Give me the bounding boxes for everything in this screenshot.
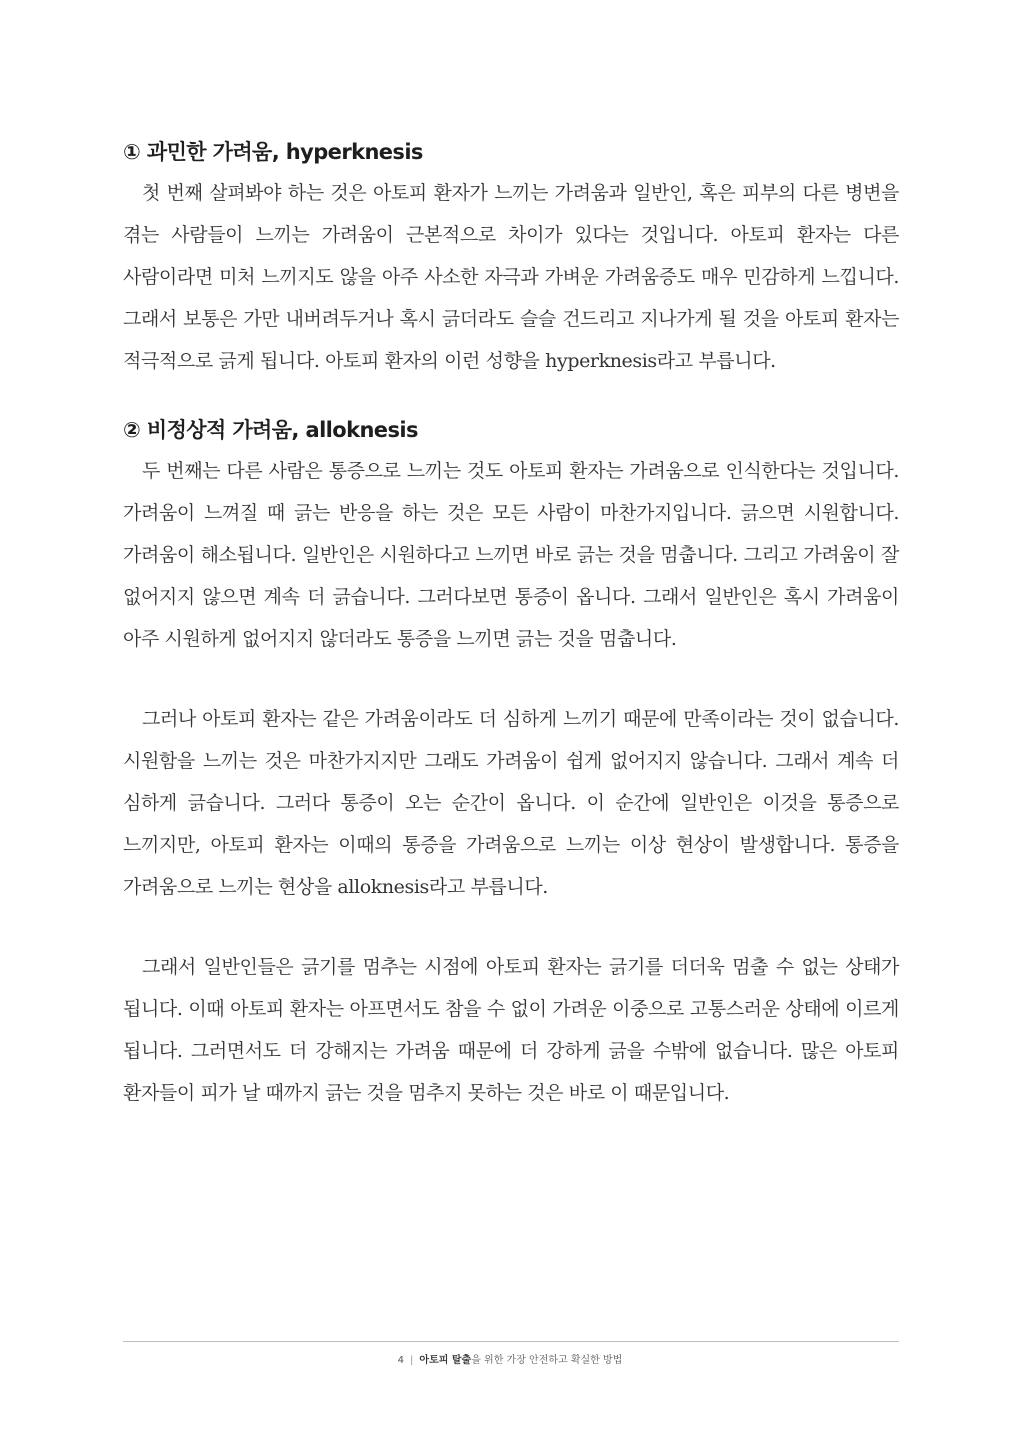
paragraph-spacer <box>123 660 899 698</box>
page-content <box>123 132 899 1114</box>
paragraph-hyperknesis: 첫 번째 살펴봐야 하는 것은 아토피 환자가 느끼는 가려움과 일반인, 혹은 피부의 다른 병변을 겪는 사람들이 느끼는 가려움이 근본적으로 차이가 있다는 것입니다. 아토피 환자는 다른 사람이라면 미처 느끼지도 않을 아주 사소한 자극과 가벼운 가려움증도 매우 민감하게 느낍니다. 그래서 보통은 가만 내버려두거나 혹시 긁더라도 슬슬 건드리고 지나가게 될 것을 아토피 환자는 적극적으로 긁게 됩니다. 아토피 환자의 이런 성향을 hyperknesis라고 부릅니다. <box>123 182 899 372</box>
paragraph-spacer <box>123 908 899 946</box>
footer-separator: | <box>410 1355 414 1366</box>
paragraph-alloknesis-3: 그래서 일반인들은 긁기를 멈추는 시점에 아토피 환자는 긁기를 더더욱 멈출 수 없는 상태가 됩니다. 이때 아토피 환자는 아프면서도 참을 수 없이 가려운 이중으로 고통스러운 상태에 이르게 됩니다. 그러면서도 더 강해지는 가려움 때문에 더 강하게 긁을 수밖에 없습니다. 많은 아토피 환자들이 피가 날 때까지 긁는 것을 멈추지 못하는 것은 바로 이 때문입니다. <box>123 956 899 1104</box>
paragraph-alloknesis-2: 그러나 아토피 환자는 같은 가려움이라도 더 심하게 느끼기 때문에 만족이라는 것이 없습니다. 시원함을 느끼는 것은 마찬가지지만 그래도 가려움이 쉽게 없어지지 않습니다. 그래서 계속 더 심하게 긁습니다. 그러다 통증이 오는 순간이 옵니다. 이 순간에 일반인은 이것을 통증으로 느끼지만, 아토피 환자는 이때의 통증을 가려움으로 느끼는 이상 현상이 발생합니다. 통증을 가려움으로 느끼는 현상을 alloknesis라고 부릅니다. <box>123 708 899 898</box>
paragraph-alloknesis-1: 두 번째는 다른 사람은 통증으로 느끼는 것도 아토피 환자는 가려움으로 인식한다는 것입니다. 가려움이 느껴질 때 긁는 반응을 하는 것은 모든 사람이 마찬가지입니다. 긁으면 시원합니다. 가려움이 해소됩니다. 일반인은 시원하다고 느끼면 바로 긁는 것을 멈춥니다. 그리고 가려움이 잘 없어지지 않으면 계속 더 긁습니다. 그러다보면 통증이 옵니다. 그래서 일반인은 혹시 가려움이 아주 시원하게 없어지지 않더라도 통증을 느끼면 긁는 것을 멈춥니다. <box>123 460 899 650</box>
book-title-bold: 아토피 탈출 <box>419 1355 472 1366</box>
section-heading-alloknesis: ② 비정상적 가려움, alloknesis <box>123 418 418 442</box>
page-number: 4 <box>397 1355 405 1366</box>
footer-divider <box>123 1341 899 1342</box>
section-heading-hyperknesis: ① 과민한 가려움, hyperknesis <box>123 140 423 164</box>
section-spacer <box>123 382 899 410</box>
book-title-rest: 을 위한 가장 안전하고 확실한 방법 <box>471 1355 623 1366</box>
page-footer <box>0 1351 1020 1366</box>
